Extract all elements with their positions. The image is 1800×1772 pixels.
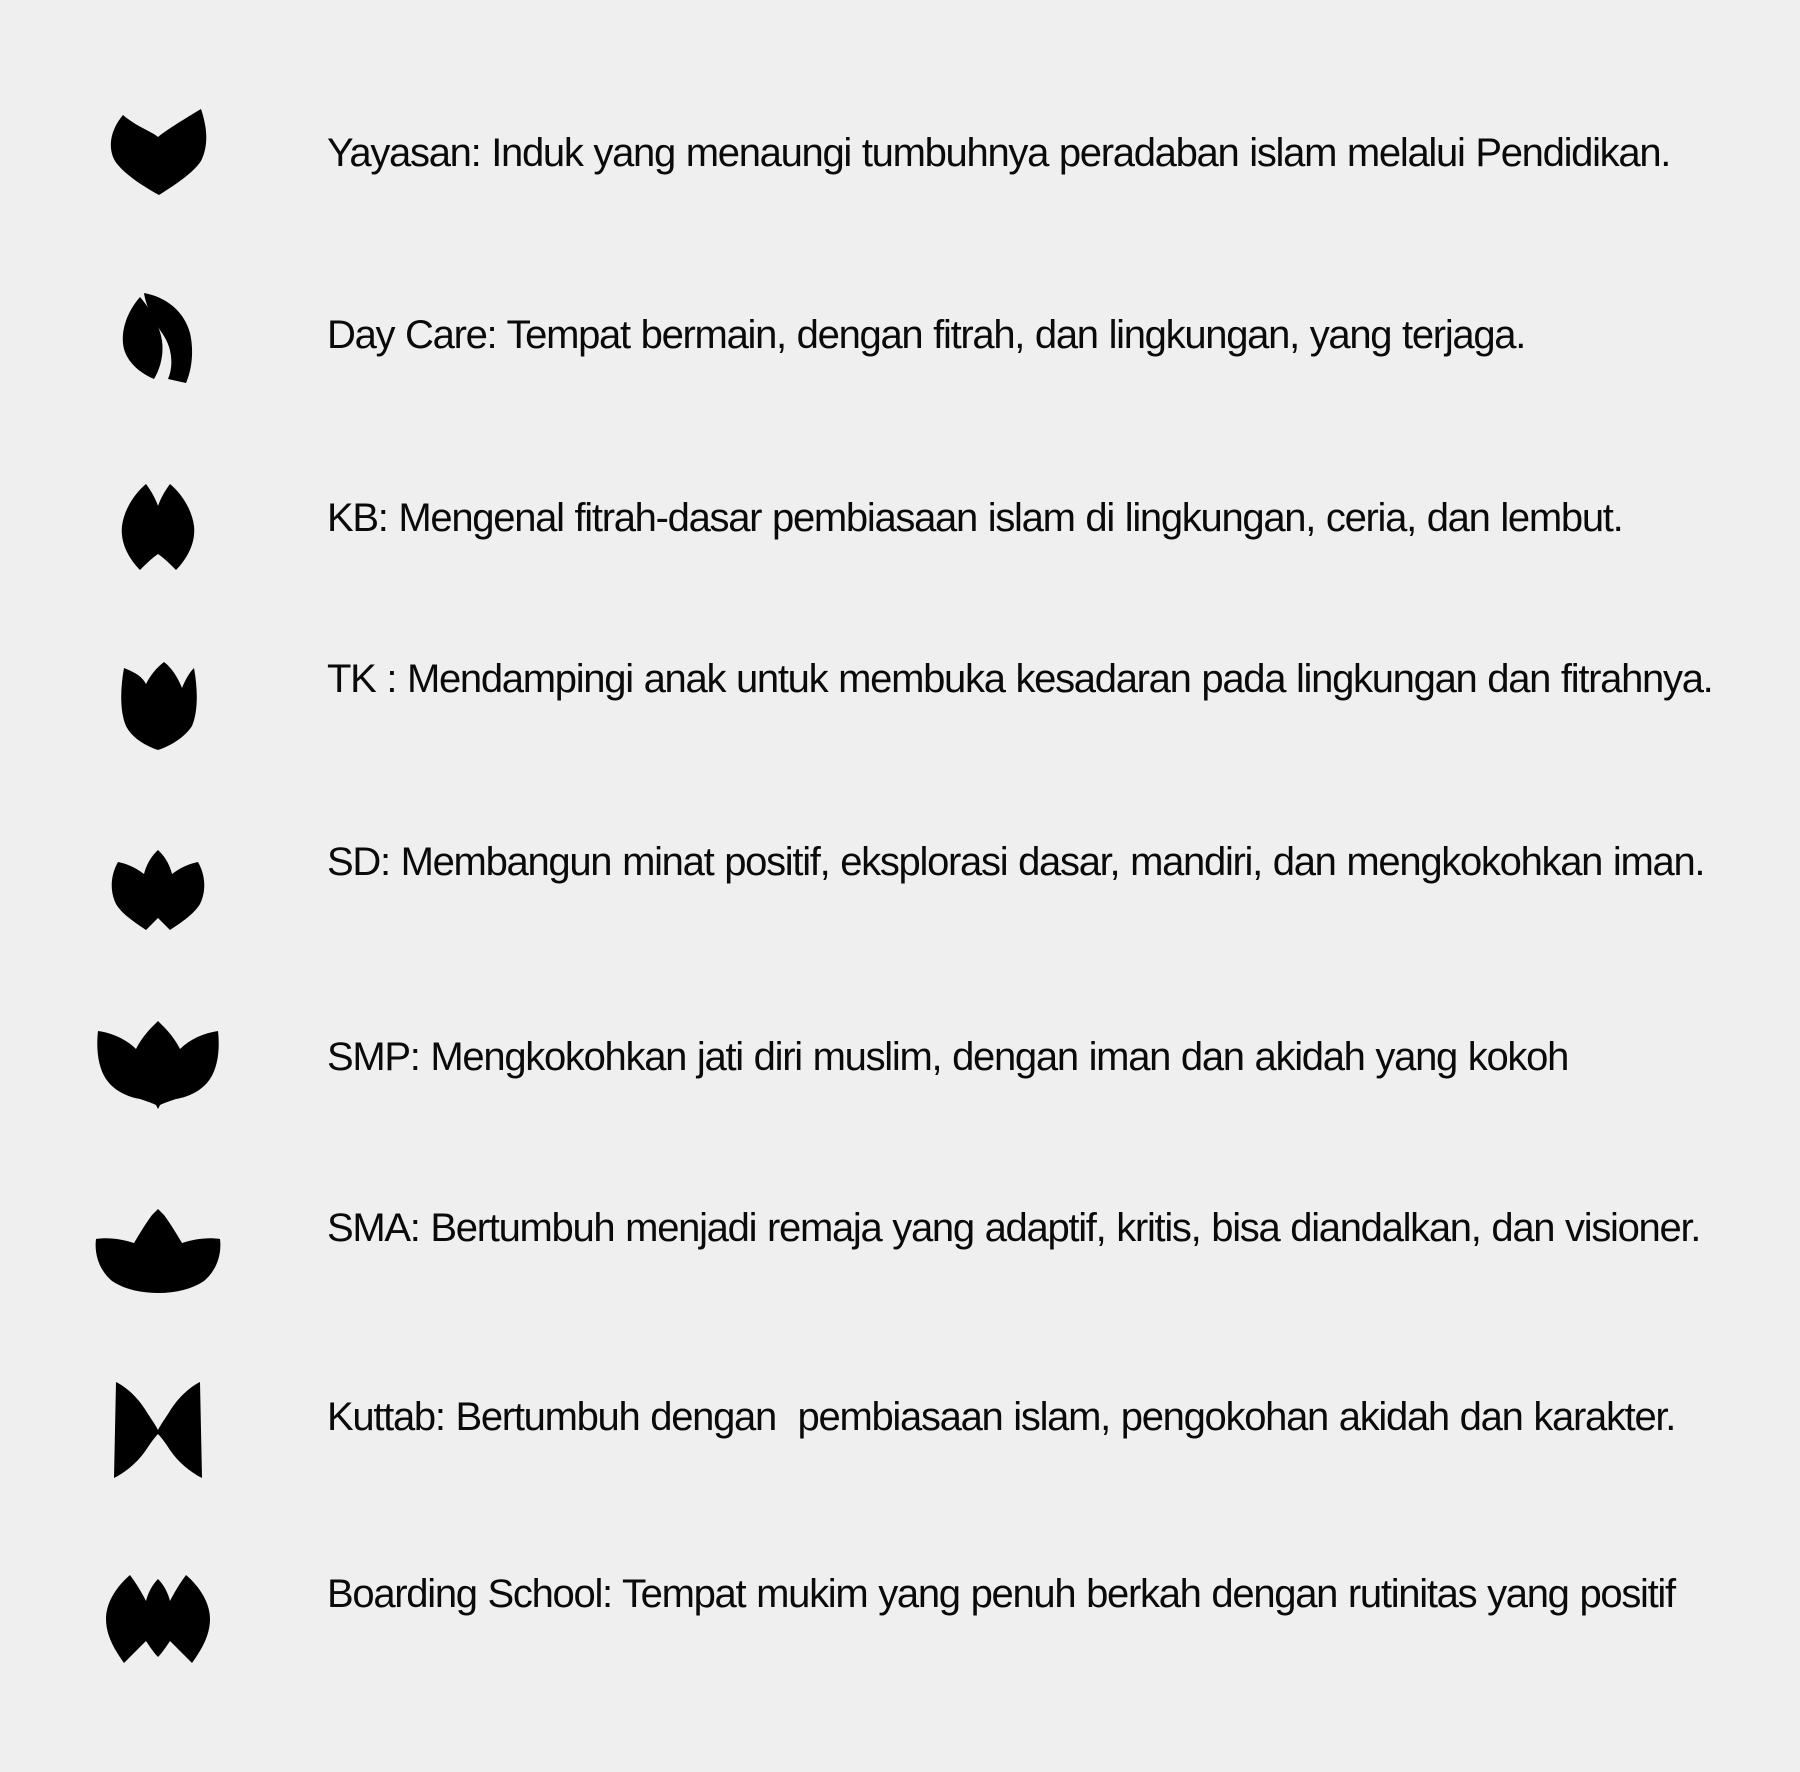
bowtie-icon — [80, 1380, 235, 1480]
item-text: Kuttab: Bertumbuh dengan pembiasaan islam, pengokohan akidah dan karakter. — [327, 1395, 1676, 1439]
item-text: SD: Membangun minat positif, eksplorasi dasar, mandiri, dan mengkokohkan iman. — [327, 840, 1705, 884]
item-text: TK : Mendampingi anak untuk membuka kesadaran pada lingkungan dan fitrahnya. — [327, 657, 1713, 701]
double-petal-icon — [80, 836, 235, 936]
item-text: SMA: Bertumbuh menjadi remaja yang adaptif, kritis, bisa diandalkan, dan visioner. — [327, 1206, 1701, 1250]
split-seed-icon — [80, 287, 235, 387]
crown-petal-icon — [80, 1567, 235, 1667]
lotus-icon — [80, 1201, 235, 1301]
item-text: Yayasan: Induk yang menaungi tumbuhnya peradaban islam melalui Pendidikan. — [327, 131, 1671, 175]
item-text: Day Care: Tempat bermain, dengan fitrah, dan lingkungan, yang terjaga. — [327, 313, 1526, 357]
triple-petal-icon — [80, 1014, 235, 1114]
item-text: KB: Mengenal fitrah-dasar pembiasaan islam di lingkungan, ceria, dan lembut. — [327, 496, 1623, 540]
item-text: SMP: Mengkokohkan jati diri muslim, dengan iman dan akidah yang kokoh — [327, 1035, 1569, 1079]
item-text: Boarding School: Tempat mukim yang penuh berkah dengan rutinitas yang positif — [327, 1572, 1675, 1616]
heart-leaf-icon — [80, 104, 235, 204]
tulip-icon — [80, 654, 235, 754]
bud-icon — [80, 476, 235, 576]
